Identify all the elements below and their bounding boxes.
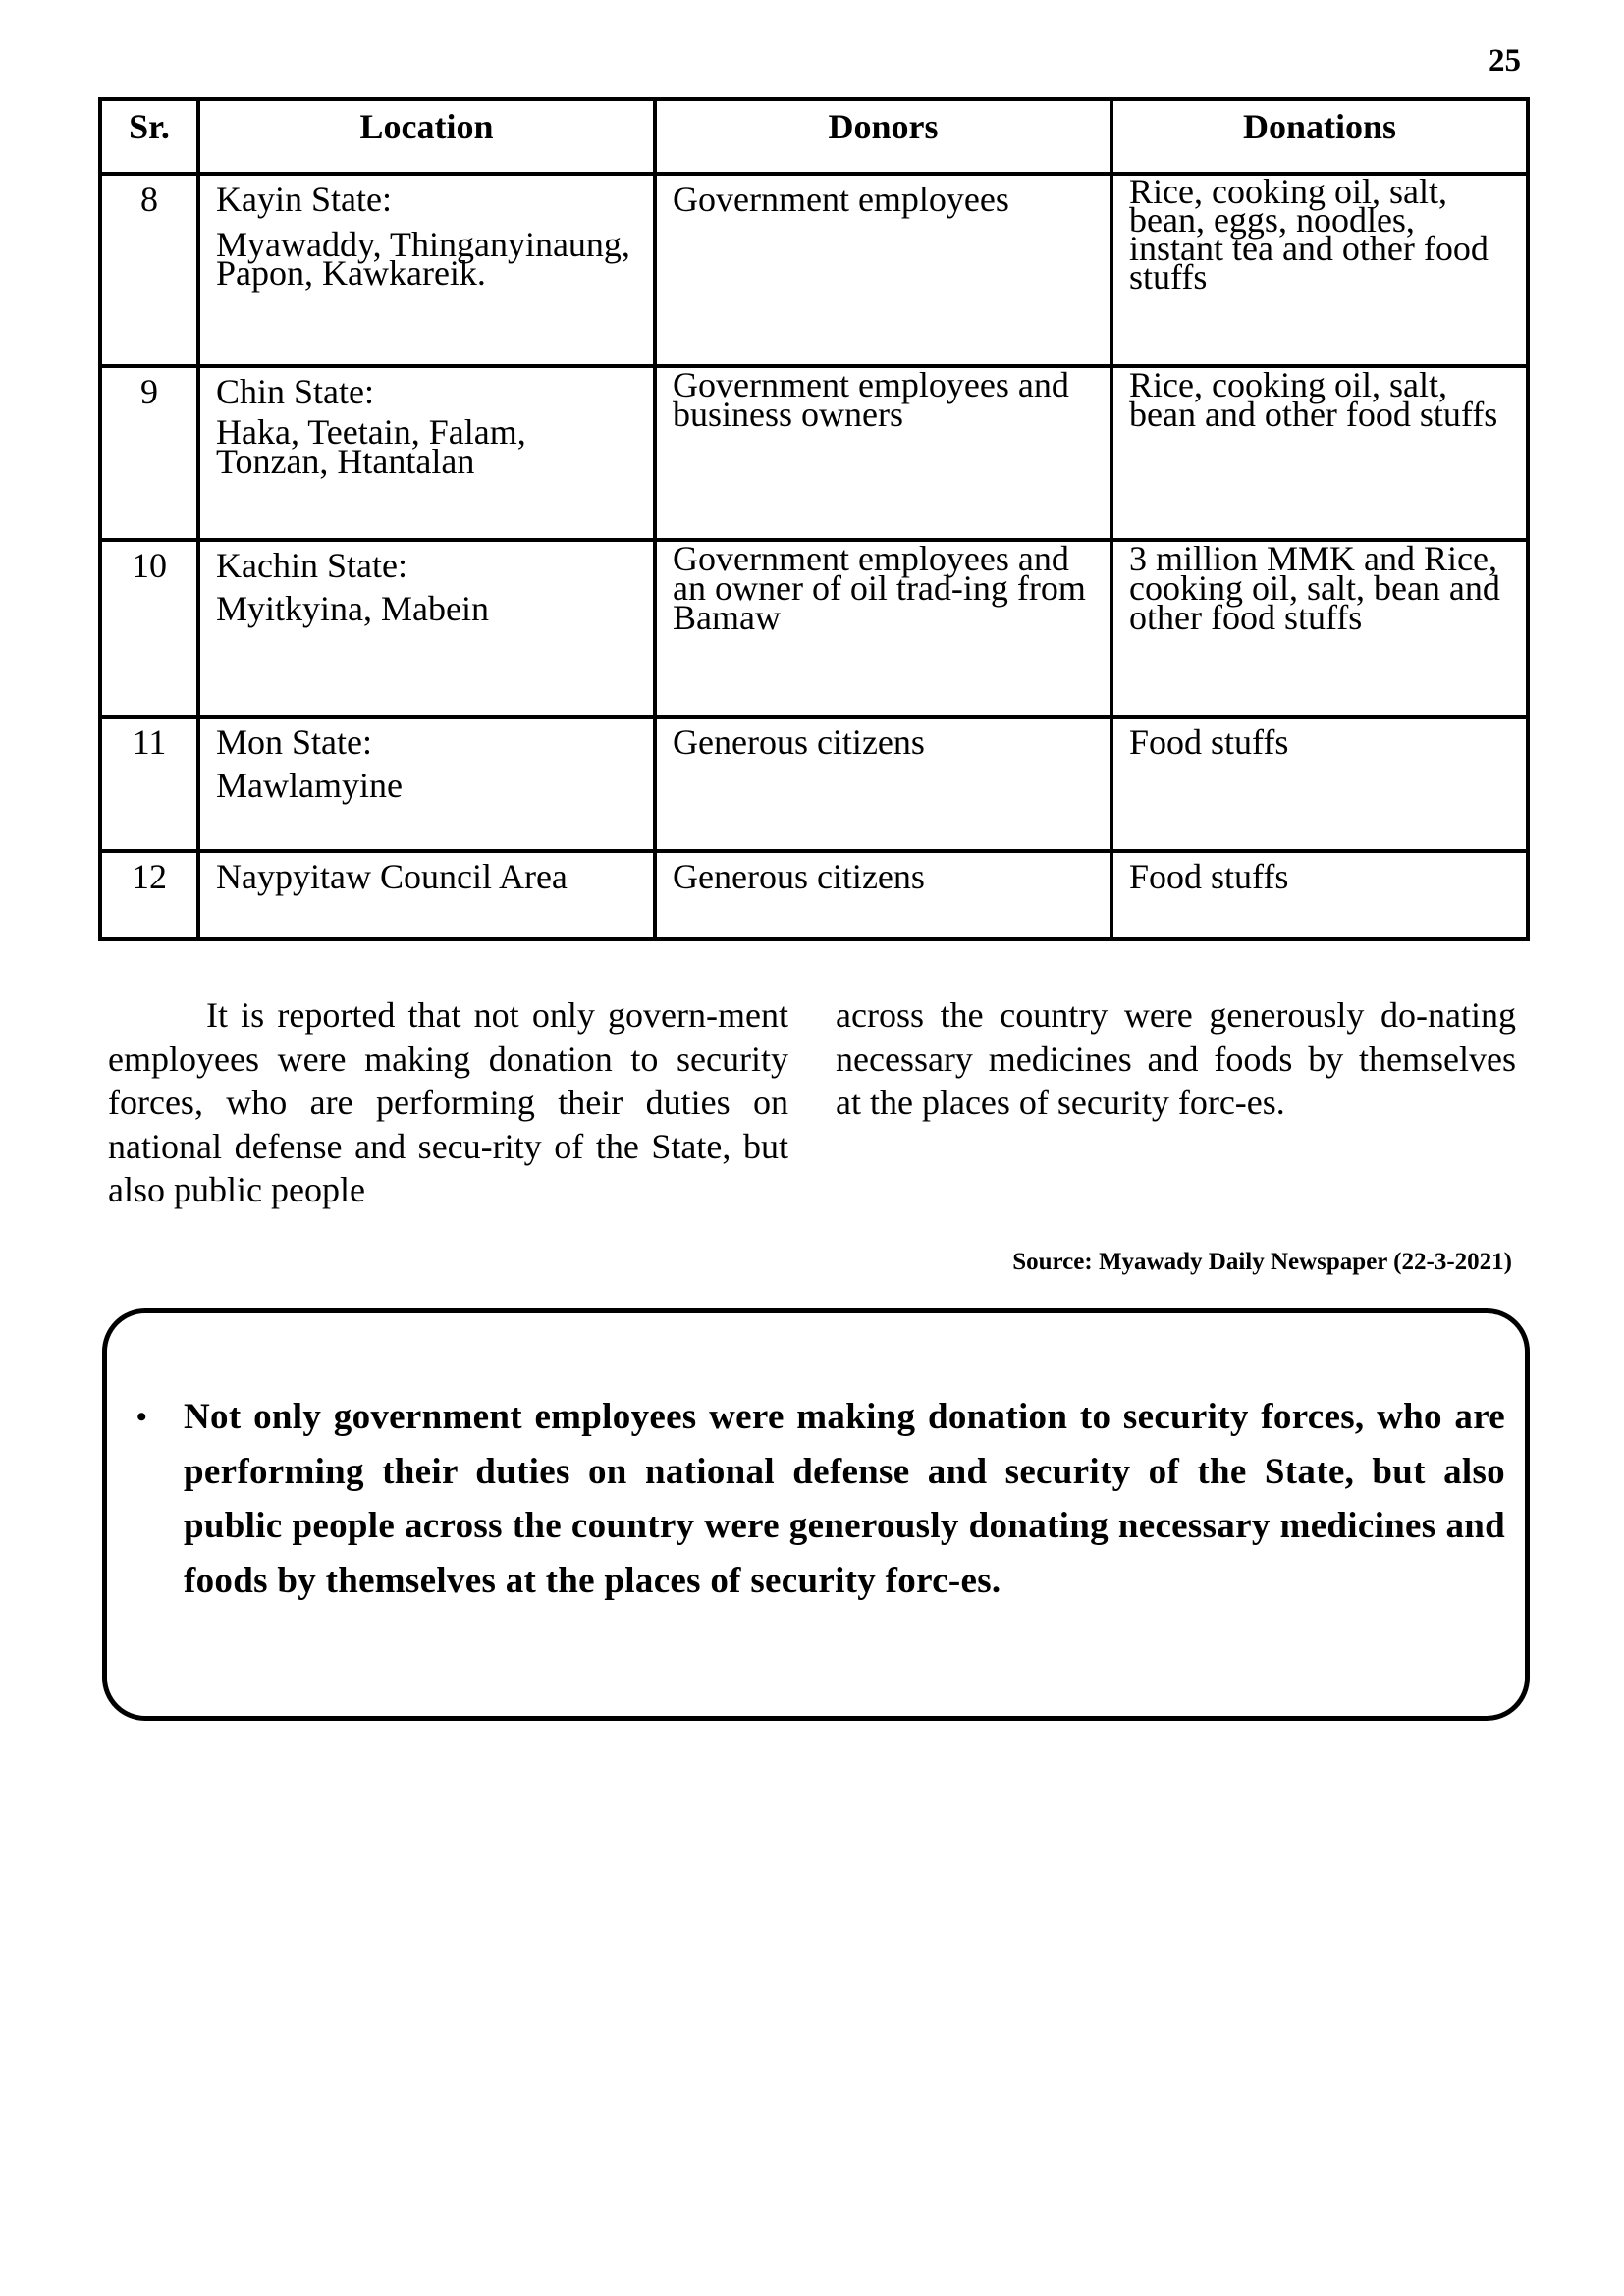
cell-sr: 9	[100, 366, 198, 540]
cell-donors: Government employees and business owners	[655, 366, 1111, 540]
location-state: Naypyitaw Council Area	[216, 857, 568, 896]
cell-donations: Food stuffs	[1111, 851, 1528, 939]
table-row	[100, 717, 1528, 851]
column-header-sr: Sr.	[100, 99, 198, 174]
cell-donations: Rice, cooking oil, salt, bean, eggs, noodles, instant tea and other food stuffs	[1111, 174, 1528, 366]
location-state: Kachin State:	[216, 546, 407, 585]
location-state: Chin State:	[216, 372, 374, 411]
table-row	[100, 174, 1528, 366]
cell-sr: 8	[100, 174, 198, 366]
cell-location	[198, 540, 655, 717]
cell-donations: 3 million MMK and Rice, cooking oil, salt, bean and other food stuffs	[1111, 540, 1528, 717]
summary-list	[136, 1390, 1505, 1608]
cell-donors: Government employees	[655, 174, 1111, 366]
cell-sr: 11	[100, 717, 198, 851]
column-header-donations: Donations	[1111, 99, 1528, 174]
location-towns: Myawaddy, Thinganyinaung, Papon, Kawkareik.	[216, 225, 630, 293]
table-row	[100, 366, 1528, 540]
table-row	[100, 540, 1528, 717]
location-towns: Mawlamyine	[216, 766, 403, 805]
location-towns: Myitkyina, Mabein	[216, 589, 489, 628]
location-state: Kayin State:	[216, 180, 392, 219]
page-number: 25	[1489, 43, 1521, 79]
body-text-columns	[108, 993, 1516, 1212]
table-header-row	[100, 99, 1528, 174]
cell-donors: Government employees and an owner of oil trad-ing from Bamaw	[655, 540, 1111, 717]
summary-item	[136, 1390, 1505, 1608]
cell-location	[198, 174, 655, 366]
cell-sr: 10	[100, 540, 198, 717]
location-state: Mon State:	[216, 722, 372, 762]
cell-location	[198, 717, 655, 851]
summary-text: Not only government employees were making donation to security forces, who are performing their duties on national defense and security of the State, but also public people across the country were generously donating necessary medicines and foods by themselves at the places of security forc-es.	[184, 1397, 1505, 1601]
location-towns: Haka, Teetain, Falam, Tonzan, Htantalan	[216, 412, 526, 481]
body-paragraph-right: across the country were generously do-nating necessary medicines and foods by themselves at the places of security forc-es.	[836, 995, 1516, 1122]
source-citation: Source: Myawady Daily Newspaper (22-3-2021)	[1012, 1249, 1512, 1275]
bullet-icon: •	[136, 1401, 147, 1433]
column-header-donors: Donors	[655, 99, 1111, 174]
donations-table	[98, 97, 1530, 941]
cell-location	[198, 366, 655, 540]
cell-donations: Rice, cooking oil, salt, bean and other food stuffs	[1111, 366, 1528, 540]
cell-donors: Generous citizens	[655, 717, 1111, 851]
cell-sr: 12	[100, 851, 198, 939]
cell-donors: Generous citizens	[655, 851, 1111, 939]
body-column-right	[836, 993, 1516, 1212]
cell-location	[198, 851, 655, 939]
body-paragraph-left: It is reported that not only govern-ment employees were making donation to security forces, who are performing their duties on national defense and secu-rity of the State, but also public people	[108, 995, 788, 1209]
body-column-left	[108, 993, 788, 1212]
cell-donations: Food stuffs	[1111, 717, 1528, 851]
table-row	[100, 851, 1528, 939]
column-header-location: Location	[198, 99, 655, 174]
summary-box	[102, 1308, 1530, 1721]
